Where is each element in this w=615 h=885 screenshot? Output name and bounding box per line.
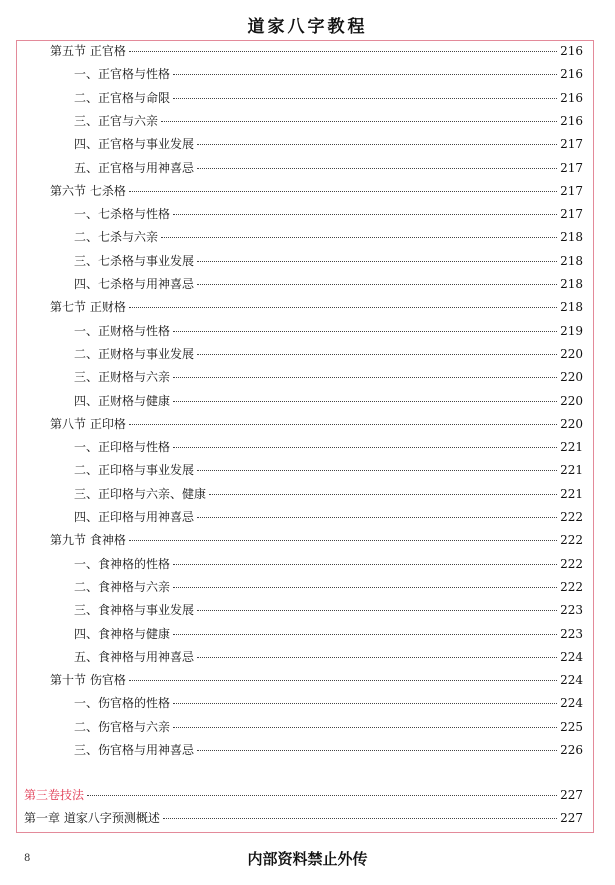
toc-entry-page: 224 [560, 649, 583, 664]
toc-entry-title: 第一章 道家八字预测概述 [24, 811, 160, 825]
dot-leader [173, 214, 557, 215]
toc-entry-title: 第六节 七杀格 [50, 183, 126, 198]
toc-entry-title: 第十节 伤官格 [50, 673, 126, 688]
toc-entry-page: 227 [560, 788, 583, 802]
dot-leader [197, 610, 557, 611]
footer-notice: 内部资料禁止外传 [247, 850, 368, 868]
toc-entry-title: 三、食神格与事业发展 [74, 603, 195, 618]
dot-leader [161, 121, 557, 122]
toc-entry[interactable] [50, 300, 583, 314]
toc-entry[interactable] [74, 230, 583, 244]
toc-entry[interactable] [74, 743, 583, 757]
toc-entry[interactable] [74, 440, 583, 454]
toc-entry-title: 四、正官格与事业发展 [74, 137, 195, 152]
toc-entry[interactable] [50, 673, 583, 687]
dot-leader [173, 377, 557, 378]
toc-entry-page: 222 [560, 533, 583, 548]
toc-entry[interactable] [74, 696, 583, 710]
dot-leader [173, 447, 557, 448]
toc-entry[interactable] [74, 627, 583, 641]
dot-leader [197, 144, 557, 145]
toc-entry-title: 三、七杀格与事业发展 [74, 253, 195, 268]
toc-entry[interactable] [74, 370, 583, 384]
dot-leader [173, 564, 557, 565]
dot-leader [197, 750, 557, 751]
toc-entry-title: 四、食神格与健康 [74, 626, 171, 641]
dot-leader [173, 634, 557, 635]
toc-entry[interactable] [74, 347, 583, 361]
toc-entry[interactable] [74, 207, 583, 221]
dot-leader [173, 74, 557, 75]
toc-entry-title: 五、正官格与用神喜忌 [74, 160, 195, 175]
toc-entry-title: 二、正财格与事业发展 [74, 346, 195, 361]
dot-leader [197, 284, 557, 285]
toc-entry-page: 216 [560, 90, 583, 105]
toc-entry-title: 第三卷技法 [24, 788, 85, 802]
toc-entry-page: 223 [560, 603, 583, 618]
toc-entry-page: 220 [560, 393, 583, 408]
dot-leader [129, 540, 557, 541]
toc-entry[interactable] [50, 533, 583, 547]
toc-entry-title: 一、正官格与性格 [74, 67, 171, 82]
toc-entry-title: 第五节 正官格 [50, 44, 126, 58]
dot-leader [197, 354, 557, 355]
dot-leader [129, 680, 557, 681]
toc-entry-page: 216 [560, 67, 583, 82]
toc-entry-page: 220 [560, 346, 583, 361]
toc-entry-title: 第七节 正财格 [50, 300, 126, 315]
toc-entry-page: 217 [560, 160, 583, 175]
toc-entry-title: 二、食神格与六亲 [74, 579, 171, 594]
toc-entry[interactable] [74, 324, 583, 338]
toc-entry-title: 三、正财格与六亲 [74, 370, 171, 385]
toc-entry[interactable] [74, 557, 583, 571]
page-title: 道家八字教程 [247, 17, 368, 37]
toc-entry[interactable] [74, 67, 583, 81]
toc-entry[interactable] [74, 277, 583, 291]
toc-entry-page: 218 [560, 230, 583, 245]
toc-entry-title: 二、伤官格与六亲 [74, 719, 171, 734]
dot-leader [129, 51, 557, 52]
toc-entry-page: 216 [560, 44, 583, 58]
dot-leader [173, 727, 557, 728]
toc-entry-page: 218 [560, 300, 583, 315]
toc-entry[interactable] [74, 487, 583, 501]
toc-entry-title: 二、正印格与事业发展 [74, 463, 195, 478]
toc-entry-page: 221 [560, 463, 583, 478]
toc-entry[interactable] [74, 161, 583, 175]
dot-leader [173, 401, 557, 402]
toc-entry[interactable] [50, 44, 583, 58]
dot-leader [197, 261, 557, 262]
toc-entry-page: 223 [560, 626, 583, 641]
toc-entry[interactable] [74, 580, 583, 594]
dot-leader [87, 795, 557, 796]
toc-entry-title: 二、正官格与命限 [74, 90, 171, 105]
toc-entry-page: 222 [560, 556, 583, 571]
toc-entry[interactable] [74, 254, 583, 268]
toc-entry[interactable] [74, 114, 583, 128]
toc-entry-page: 227 [560, 811, 583, 825]
dot-leader [161, 237, 557, 238]
toc-entry-title: 三、伤官格与用神喜忌 [74, 743, 195, 757]
dot-leader [197, 168, 557, 169]
toc-entry[interactable] [74, 510, 583, 524]
toc-entry-page: 220 [560, 370, 583, 385]
toc-entry-title: 四、正印格与用神喜忌 [74, 510, 195, 524]
toc-entry-title: 一、伤官格的性格 [74, 696, 171, 711]
dot-leader [173, 98, 557, 99]
toc-entry-page: 226 [560, 743, 583, 757]
toc-entry[interactable] [24, 811, 583, 825]
toc-entry-page: 218 [560, 277, 583, 291]
dot-leader [197, 657, 557, 658]
toc-entry[interactable] [74, 137, 583, 151]
toc-entry[interactable] [74, 463, 583, 477]
toc-entry-page: 219 [560, 323, 583, 338]
toc-entry-title: 二、七杀与六亲 [74, 230, 159, 245]
toc-entry-page: 224 [560, 673, 583, 688]
toc-entry[interactable] [50, 417, 583, 431]
dot-leader [173, 703, 557, 704]
toc-entry-title: 一、食神格的性格 [74, 556, 171, 571]
toc-entry-title: 四、七杀格与用神喜忌 [74, 277, 195, 291]
toc-entry[interactable] [74, 650, 583, 664]
toc-entry[interactable] [74, 394, 583, 408]
toc-entry-title: 一、正印格与性格 [74, 440, 171, 455]
dot-leader [173, 331, 557, 332]
toc-entry-page: 217 [560, 183, 583, 198]
toc-entry[interactable] [74, 91, 583, 105]
toc-entry-title: 四、正财格与健康 [74, 393, 171, 408]
dot-leader [197, 470, 557, 471]
toc-entry-page: 217 [560, 137, 583, 152]
toc-entry-title: 一、七杀格与性格 [74, 207, 171, 222]
dot-leader [129, 307, 557, 308]
toc-entry-page: 225 [560, 719, 583, 734]
dot-leader [163, 818, 557, 819]
toc-entry-page: 221 [560, 486, 583, 501]
toc-entry-page: 222 [560, 579, 583, 594]
page-border [16, 40, 594, 833]
toc-entry[interactable] [74, 603, 583, 617]
toc-entry[interactable] [24, 788, 583, 802]
toc-entry-page: 220 [560, 416, 583, 431]
toc-entry-page: 216 [560, 113, 583, 128]
toc-entry-page: 222 [560, 510, 583, 524]
dot-leader [209, 494, 557, 495]
toc-entry-title: 三、正印格与六亲、健康 [74, 486, 207, 501]
toc-entry-title: 五、食神格与用神喜忌 [74, 649, 195, 664]
dot-leader [129, 424, 557, 425]
toc-entry[interactable] [74, 720, 583, 734]
toc-entry-title: 一、正财格与性格 [74, 323, 171, 338]
toc-entry-page: 217 [560, 207, 583, 222]
dot-leader [173, 587, 557, 588]
toc-entry-page: 218 [560, 253, 583, 268]
toc-entry-page: 224 [560, 696, 583, 711]
toc-entry-title: 三、正官与六亲 [74, 113, 159, 128]
toc-entry[interactable] [50, 184, 583, 198]
toc-entry-title: 第八节 正印格 [50, 416, 126, 431]
toc-entry-title: 第九节 食神格 [50, 533, 126, 548]
dot-leader [129, 191, 557, 192]
dot-leader [197, 517, 557, 518]
toc-entry-page: 221 [560, 440, 583, 455]
page-number: 8 [24, 853, 31, 864]
